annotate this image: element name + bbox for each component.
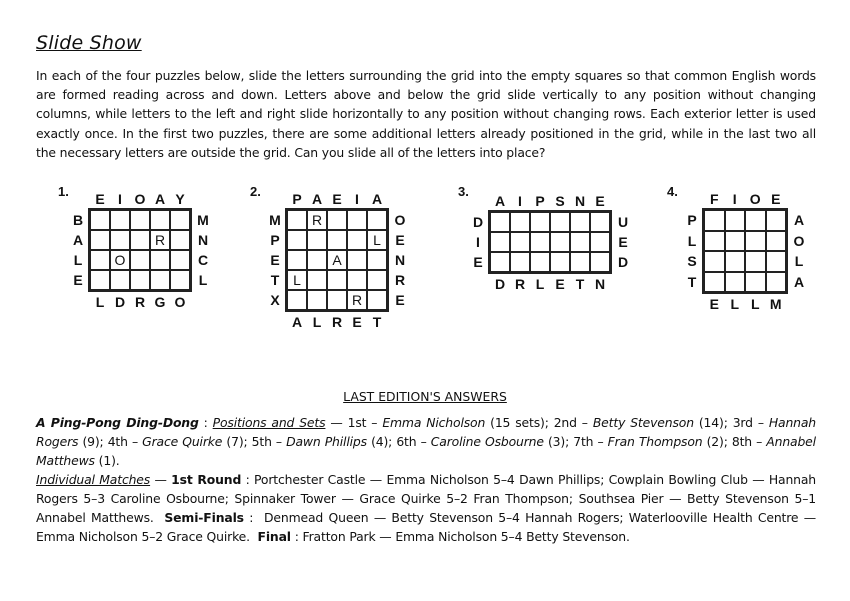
bottom-letter[interactable]: D — [494, 276, 506, 292]
position-sets: (3); — [543, 434, 574, 449]
answers-heading-text: LAST EDITION'S ANSWERS — [343, 389, 507, 404]
bottom-letter[interactable]: R — [514, 276, 526, 292]
left-letter[interactable]: A — [72, 232, 84, 248]
empty-cell[interactable] — [170, 250, 190, 270]
empty-cell[interactable] — [590, 212, 610, 232]
prefilled-cell: O — [110, 250, 130, 270]
empty-cell[interactable] — [490, 212, 510, 232]
prefilled-cell: L — [367, 230, 387, 250]
puzzle-grid — [285, 208, 389, 312]
right-letter[interactable]: M — [197, 212, 209, 228]
top-letter[interactable]: P — [292, 191, 302, 207]
left-letter[interactable]: I — [476, 234, 480, 250]
empty-cell[interactable] — [327, 210, 347, 230]
bottom-letter[interactable]: A — [291, 314, 303, 330]
prefilled-cell: R — [347, 290, 367, 310]
bottom-letter[interactable]: N — [594, 276, 606, 292]
empty-cell[interactable] — [170, 270, 190, 290]
bottom-letter[interactable]: G — [154, 294, 166, 310]
prefilled-cell: A — [327, 250, 347, 270]
bottom-letter[interactable]: D — [114, 294, 126, 310]
position-player: Dawn Phillips — [286, 434, 367, 449]
left-letter[interactable]: S — [687, 253, 697, 270]
top-letter[interactable]: Y — [175, 191, 185, 207]
bottom-letter[interactable]: R — [331, 314, 343, 330]
empty-cell[interactable] — [570, 212, 590, 232]
right-letter[interactable]: L — [794, 253, 804, 270]
top-letter[interactable]: A — [371, 191, 383, 207]
bottom-letter[interactable]: E — [555, 276, 565, 292]
left-letter[interactable]: P — [270, 232, 280, 248]
position-player: Hannah Rogers — [36, 415, 816, 449]
bottom-letter[interactable]: L — [312, 314, 322, 330]
colon: : — [241, 472, 255, 487]
position-sets: (14); — [693, 415, 733, 430]
instructions-paragraph: In each of the four puzzles below, slide the letters surrounding the grid into the empty squares so that common English words are formed reading across and down. Letters above and below the grid slide vertically to any position without changing columns, while letters to the left and right slide horizontally to any position without changing rows. Each exterior letter is used exactly once. In the first two puzzles, there are some additional letters already positioned in the grid, while in the last two all the necessary letters are outside the grid. Can you slide all of the letters into place? — [36, 68, 816, 160]
puzzle-number: 2. — [250, 184, 261, 199]
position-sets: (15 sets); — [485, 415, 554, 430]
bottom-letter[interactable]: O — [174, 294, 186, 310]
empty-cell[interactable] — [130, 270, 150, 290]
empty-cell[interactable] — [490, 232, 510, 252]
empty-cell[interactable] — [725, 251, 746, 272]
position-rank: 7th – — [573, 434, 608, 449]
right-letter[interactable]: E — [395, 232, 405, 248]
top-letter[interactable]: S — [555, 193, 565, 209]
semis-results: Denmead Queen — Betty Stevenson 5–4 Hannah Rogers; Waterlooville Health Centre — Emma Nicholson 5–2 Grace Quirke. — [36, 510, 817, 544]
top-letter[interactable]: A — [311, 191, 323, 207]
empty-cell[interactable] — [170, 210, 190, 230]
empty-cell[interactable] — [704, 272, 725, 293]
empty-cell[interactable] — [287, 230, 307, 250]
empty-cell[interactable] — [307, 230, 327, 250]
top-letter[interactable]: P — [535, 193, 545, 209]
left-letter[interactable]: E — [270, 252, 280, 268]
empty-cell[interactable] — [766, 231, 787, 252]
empty-cell[interactable] — [150, 210, 170, 230]
puzzle-grid — [488, 210, 612, 274]
empty-cell[interactable] — [530, 212, 550, 232]
empty-cell[interactable] — [745, 251, 766, 272]
empty-cell[interactable] — [550, 212, 570, 232]
answers-heading — [0, 389, 850, 404]
empty-cell[interactable] — [725, 272, 746, 293]
prefilled-cell: R — [150, 230, 170, 250]
top-letter[interactable]: O — [749, 191, 761, 207]
empty-cell[interactable] — [745, 272, 766, 293]
page-title: Slide Show — [36, 32, 142, 54]
positions-label: Positions and Sets — [212, 415, 326, 430]
empty-cell[interactable] — [766, 272, 787, 293]
empty-cell[interactable] — [704, 251, 725, 272]
round1-results: Portchester Castle — Emma Nicholson 5–4 Dawn Phillips; Cowplain Bowling Club — Hannah Rogers 5–3 Caroline Osbourne; Spinnaker Tower — Grace Quirke 5–2 Fran Thompson; Southsea Pier — Betty Stevenson 5–1 Annabel Matthews. — [36, 472, 816, 525]
bottom-letter[interactable]: L — [750, 296, 760, 312]
empty-cell[interactable] — [590, 232, 610, 252]
empty-cell[interactable] — [367, 210, 387, 230]
round1-label: 1st Round — [171, 472, 242, 487]
individual-matches-label: Individual Matches — [36, 472, 151, 487]
empty-cell[interactable] — [570, 252, 590, 272]
empty-cell[interactable] — [745, 210, 766, 231]
right-letter[interactable]: A — [793, 273, 805, 290]
left-letter[interactable]: L — [73, 252, 83, 268]
left-letter[interactable]: E — [473, 254, 483, 270]
position-sets: (4); — [366, 434, 397, 449]
left-letter[interactable]: P — [687, 212, 697, 229]
empty-cell[interactable] — [367, 250, 387, 270]
position-player: Caroline Osbourne — [430, 434, 544, 449]
empty-cell[interactable] — [510, 252, 530, 272]
semis-label: Semi-Finals — [164, 510, 244, 525]
top-letter[interactable]: E — [332, 191, 342, 207]
puzzle-number: 4. — [667, 184, 678, 199]
bottom-letter[interactable]: T — [575, 276, 585, 292]
top-letter[interactable]: I — [732, 191, 737, 207]
top-letter[interactable]: O — [134, 191, 146, 207]
empty-cell[interactable] — [347, 270, 367, 290]
prefilled-cell: L — [287, 270, 307, 290]
answers-body — [36, 413, 816, 546]
right-letter[interactable]: N — [197, 232, 209, 248]
top-letter[interactable]: I — [118, 191, 122, 207]
empty-cell[interactable] — [110, 210, 130, 230]
empty-cell[interactable] — [287, 210, 307, 230]
position-sets: (1). — [94, 453, 120, 468]
empty-cell[interactable] — [725, 231, 746, 252]
prefilled-cell: R — [307, 210, 327, 230]
bottom-letter[interactable]: T — [372, 314, 382, 330]
empty-cell[interactable] — [90, 210, 110, 230]
empty-cell[interactable] — [90, 250, 110, 270]
top-letter[interactable]: A — [494, 193, 506, 209]
empty-cell[interactable] — [130, 210, 150, 230]
right-letter[interactable]: A — [793, 212, 805, 229]
position-player: Betty Stevenson — [592, 415, 694, 430]
position-rank: 1st – — [347, 415, 383, 430]
empty-cell[interactable] — [307, 290, 327, 310]
right-letter[interactable]: E — [395, 292, 405, 308]
right-letter[interactable]: O — [793, 232, 805, 249]
empty-cell[interactable] — [490, 252, 510, 272]
empty-cell[interactable] — [150, 270, 170, 290]
final-results: Fratton Park — Emma Nicholson 5–4 Betty Stevenson. — [302, 529, 630, 544]
position-rank: 6th – — [396, 434, 431, 449]
position-rank: 3rd – — [732, 415, 769, 430]
empty-cell[interactable] — [570, 232, 590, 252]
top-letter[interactable]: I — [355, 191, 359, 207]
position-rank: 5th – — [251, 434, 287, 449]
position-rank: 8th – — [731, 434, 767, 449]
top-letter[interactable]: F — [709, 191, 719, 207]
empty-cell[interactable] — [704, 210, 725, 231]
empty-cell[interactable] — [110, 270, 130, 290]
empty-cell[interactable] — [725, 210, 746, 231]
puzzle-number: 3. — [458, 184, 469, 199]
position-sets: (2); — [702, 434, 732, 449]
dash: — — [325, 415, 348, 430]
empty-cell[interactable] — [530, 232, 550, 252]
bottom-letter[interactable]: L — [95, 294, 105, 310]
empty-cell[interactable] — [327, 290, 347, 310]
empty-cell[interactable] — [347, 250, 367, 270]
colon: : — [243, 510, 259, 525]
position-rank: 4th – — [107, 434, 143, 449]
left-letter[interactable]: M — [269, 212, 281, 228]
puzzle-grid — [88, 208, 192, 292]
position-rank: 2nd – — [553, 415, 593, 430]
bottom-letter[interactable]: L — [535, 276, 545, 292]
right-letter[interactable]: N — [394, 252, 406, 268]
empty-cell[interactable] — [130, 230, 150, 250]
empty-cell[interactable] — [347, 230, 367, 250]
empty-cell[interactable] — [110, 230, 130, 250]
empty-cell[interactable] — [766, 251, 787, 272]
left-letter[interactable]: D — [472, 214, 484, 230]
top-letter[interactable]: E — [595, 193, 605, 209]
empty-cell[interactable] — [347, 210, 367, 230]
top-letter[interactable]: E — [771, 191, 781, 207]
left-letter[interactable]: T — [270, 272, 280, 288]
bottom-letter[interactable]: E — [352, 314, 362, 330]
position-sets: (7); — [222, 434, 252, 449]
bottom-letter[interactable]: L — [730, 296, 740, 312]
right-letter[interactable]: C — [197, 252, 209, 268]
empty-cell[interactable] — [510, 212, 530, 232]
bottom-letter[interactable]: E — [709, 296, 719, 312]
empty-cell[interactable] — [367, 290, 387, 310]
left-letter[interactable]: T — [687, 273, 697, 290]
empty-cell[interactable] — [550, 232, 570, 252]
empty-cell[interactable] — [150, 250, 170, 270]
right-letter[interactable]: D — [617, 254, 629, 270]
empty-cell[interactable] — [704, 231, 725, 252]
left-letter[interactable]: E — [73, 272, 83, 288]
right-letter[interactable]: E — [618, 234, 628, 250]
colon: : — [198, 415, 213, 430]
right-letter[interactable]: L — [198, 272, 208, 288]
empty-cell[interactable] — [307, 250, 327, 270]
empty-cell[interactable] — [287, 250, 307, 270]
empty-cell[interactable] — [90, 230, 110, 250]
left-letter[interactable]: B — [72, 212, 84, 228]
right-letter[interactable]: R — [394, 272, 406, 288]
empty-cell[interactable] — [307, 270, 327, 290]
empty-cell[interactable] — [287, 290, 307, 310]
empty-cell[interactable] — [130, 250, 150, 270]
top-letter[interactable]: A — [154, 191, 166, 207]
left-letter[interactable]: L — [687, 232, 697, 249]
top-letter[interactable]: N — [574, 193, 586, 209]
colon: : — [290, 529, 303, 544]
top-letter[interactable]: E — [95, 191, 105, 207]
position-player: Annabel Matthews — [36, 434, 816, 468]
empty-cell[interactable] — [510, 232, 530, 252]
position-sets: (9); — [78, 434, 108, 449]
empty-cell[interactable] — [90, 270, 110, 290]
empty-cell[interactable] — [327, 270, 347, 290]
puzzle-number: 1. — [58, 184, 69, 199]
empty-cell[interactable] — [327, 230, 347, 250]
left-letter[interactable]: X — [270, 292, 280, 308]
answer-puzzle-name: A Ping-Pong Ding-Dong — [36, 415, 199, 430]
empty-cell[interactable] — [170, 230, 190, 250]
right-letter[interactable]: O — [394, 212, 406, 228]
empty-cell[interactable] — [745, 231, 766, 252]
empty-cell[interactable] — [367, 270, 387, 290]
empty-cell[interactable] — [550, 252, 570, 272]
bottom-letter[interactable]: M — [769, 296, 782, 312]
dash: — — [150, 472, 172, 487]
position-player: Fran Thompson — [607, 434, 703, 449]
position-player: Grace Quirke — [142, 434, 223, 449]
empty-cell[interactable] — [766, 210, 787, 231]
puzzle-grid — [702, 208, 788, 294]
empty-cell[interactable] — [530, 252, 550, 272]
position-player: Emma Nicholson — [382, 415, 486, 430]
top-letter[interactable]: I — [518, 193, 522, 209]
right-letter[interactable]: U — [617, 214, 629, 230]
empty-cell[interactable] — [590, 252, 610, 272]
bottom-letter[interactable]: R — [134, 294, 146, 310]
final-label: Final — [257, 529, 291, 544]
